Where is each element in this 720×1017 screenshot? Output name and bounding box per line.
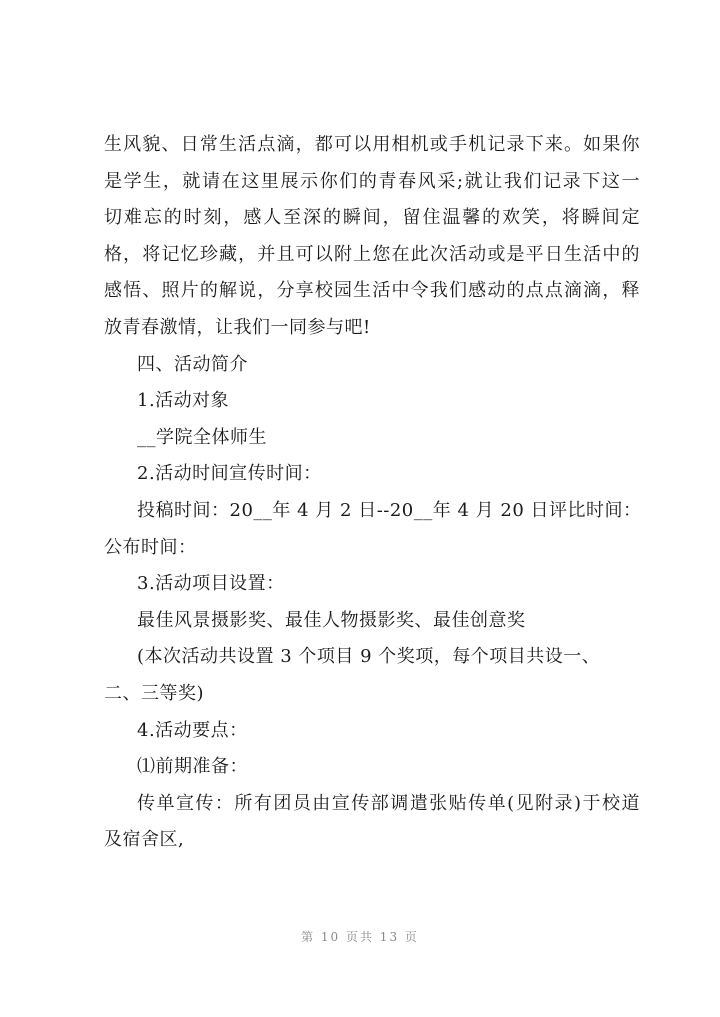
text-line: 格，将记忆珍藏，并且可以附上您在此次活动或是平日生活中的 <box>104 243 640 265</box>
text-line: 感悟、照片的解说，分享校园生活中令我们感动的点点滴滴，释 <box>104 280 640 302</box>
text-line: 是学生，就请在这里展示你们的青春风采;就让我们记录下这一 <box>104 170 640 192</box>
text-line: 传单宣传：所有团员由宣传部调遣张贴传单(见附录)于校道 <box>137 792 640 814</box>
text-line: 投稿时间：20__年 4 月 2 日--20__年 4 月 20 日评比时间： <box>137 499 642 521</box>
section-heading: 四、活动简介 <box>137 353 248 375</box>
text-line: 公布时间： <box>104 536 197 558</box>
subsection-heading: 1.活动对象 <box>137 390 230 412</box>
text-line: 放青春激情，让我们一同参与吧! <box>104 316 371 338</box>
text-line: (本次活动共设置 3 个项目 9 个奖项，每个项目共设一、 <box>137 646 601 668</box>
subsection-heading: 2.活动时间宣传时间： <box>137 463 322 485</box>
text-line: ⑴前期准备： <box>137 756 248 778</box>
text-line: 生风貌、日常生活点滴，都可以用相机或手机记录下来。如果你 <box>104 134 640 155</box>
text-line: 二、三等奖) <box>104 682 205 704</box>
page-number-footer: 第 10 页共 13 页 <box>301 930 419 944</box>
document-body <box>104 127 640 859</box>
text-line: 切难忘的时刻，感人至深的瞬间，留住温馨的欢笑，将瞬间定 <box>104 207 640 229</box>
text-line: 最佳风景摄影奖、最佳人物摄影奖、最佳创意奖 <box>137 609 526 631</box>
text-line: 及宿舍区, <box>104 829 185 851</box>
subsection-heading: 3.活动项目设置： <box>137 573 285 595</box>
text-line: __学院全体师生 <box>137 426 267 448</box>
subsection-heading: 4.活动要点： <box>137 719 248 741</box>
